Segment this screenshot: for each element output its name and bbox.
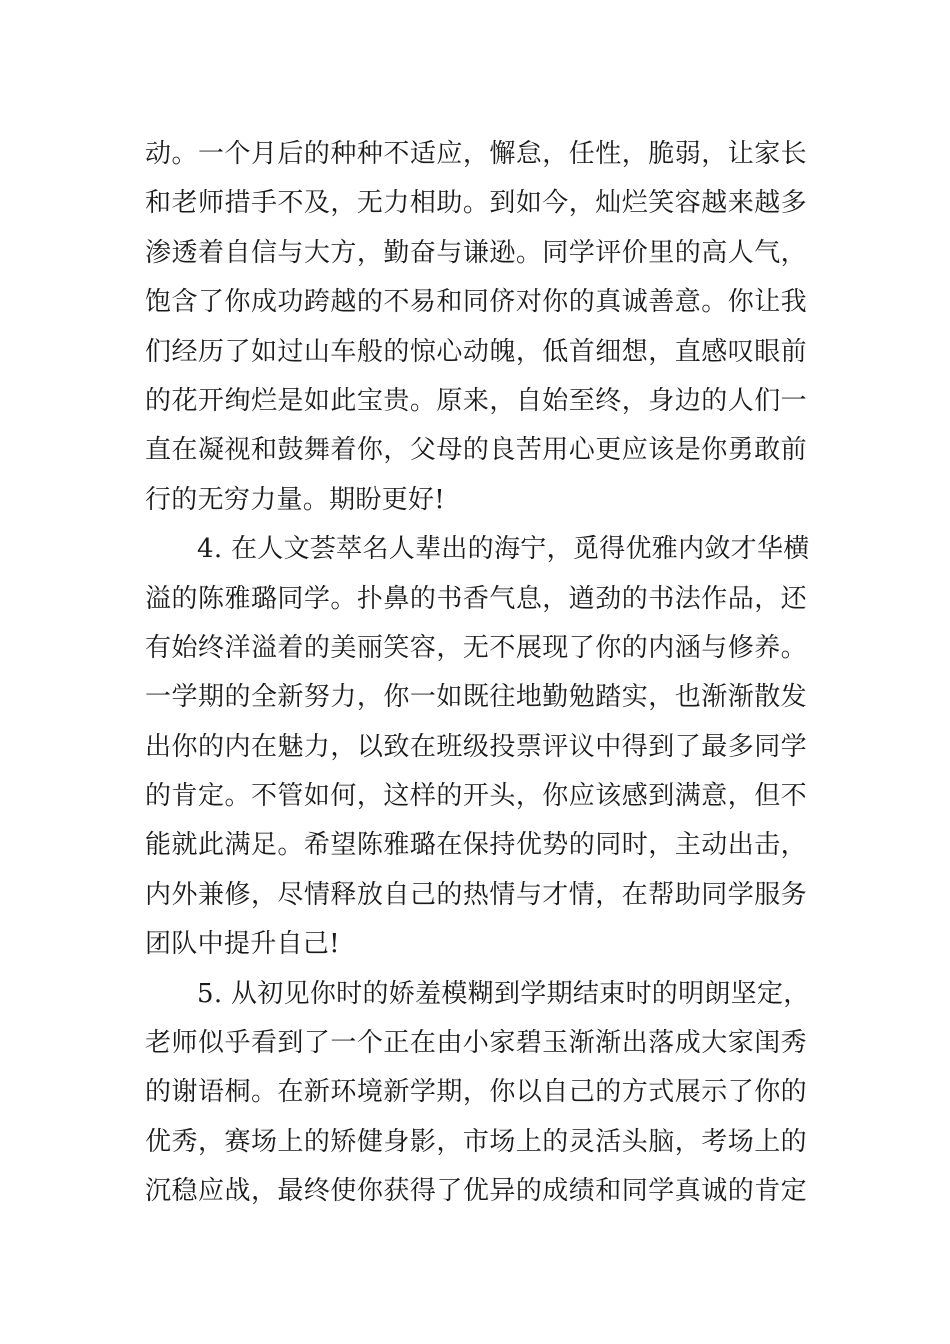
text-line: 饱含了你成功跨越的不易和同侪对你的真诚善意。你让我: [145, 287, 807, 318]
text-line: 动。一个月后的种种不适应，懈怠，任性，脆弱，让家长: [145, 139, 807, 169]
text-line: 出你的内在魅力，以致在班级投票评议中得到了最多同学: [145, 731, 807, 762]
text-line: 内外兼修，尽情释放自己的热情与才情，在帮助同学服务: [145, 879, 807, 910]
text-line: 直在凝视和鼓舞着你，父母的良苦用心更应该是你勇敢前: [145, 435, 807, 466]
text-line: 们经历了如过山车般的惊心动魄，低首细想，直感叹眼前: [145, 336, 807, 367]
text-line: 渗透着自信与大方，勤奋与谦逊。同学评价里的高人气，: [145, 237, 807, 268]
text-line: 和老师措手不及，无力相助。到如今，灿烂笑容越来越多: [145, 188, 807, 219]
document-body: [145, 130, 810, 1217]
text-line: 优秀，赛场上的矫健身影，市场上的灵活头脑，考场上的: [145, 1126, 807, 1157]
paragraph-first-line: 4. 在人文荟萃名人辈出的海宁，觅得优雅内敛才华横: [197, 534, 810, 565]
text-line: 有始终洋溢着的美丽笑容，无不展现了你的内涵与修养。: [145, 632, 807, 663]
text-line: 一学期的全新努力，你一如既往地勤勉踏实，也渐渐散发: [145, 682, 807, 713]
paragraph-first-line: 5. 从初见你时的娇羞模糊到学期结束时的明朗坚定，: [197, 978, 810, 1009]
text-line: 的花开绚烂是如此宝贵。原来，自始至终，身边的人们一: [145, 385, 807, 416]
paragraph-last-line: 团队中提升自己!: [145, 929, 340, 960]
text-line: 的谢语桐。在新环境新学期，你以自己的方式展示了你的: [145, 1077, 807, 1108]
text-line: 老师似乎看到了一个正在由小家碧玉渐渐出落成大家闺秀: [145, 1028, 807, 1059]
text-line: 溢的陈雅璐同学。扑鼻的书香气息，遒劲的书法作品，还: [145, 583, 807, 614]
text-line: 沉稳应战，最终使你获得了优异的成绩和同学真诚的肯定: [145, 1176, 807, 1207]
text-line: 的肯定。不管如何，这样的开头，你应该感到满意，但不: [145, 781, 807, 812]
paragraph-last-line: 行的无穷力量。期盼更好!: [145, 484, 446, 515]
text-line: 能就此满足。希望陈雅璐在保持优势的同时，主动出击，: [145, 830, 807, 861]
